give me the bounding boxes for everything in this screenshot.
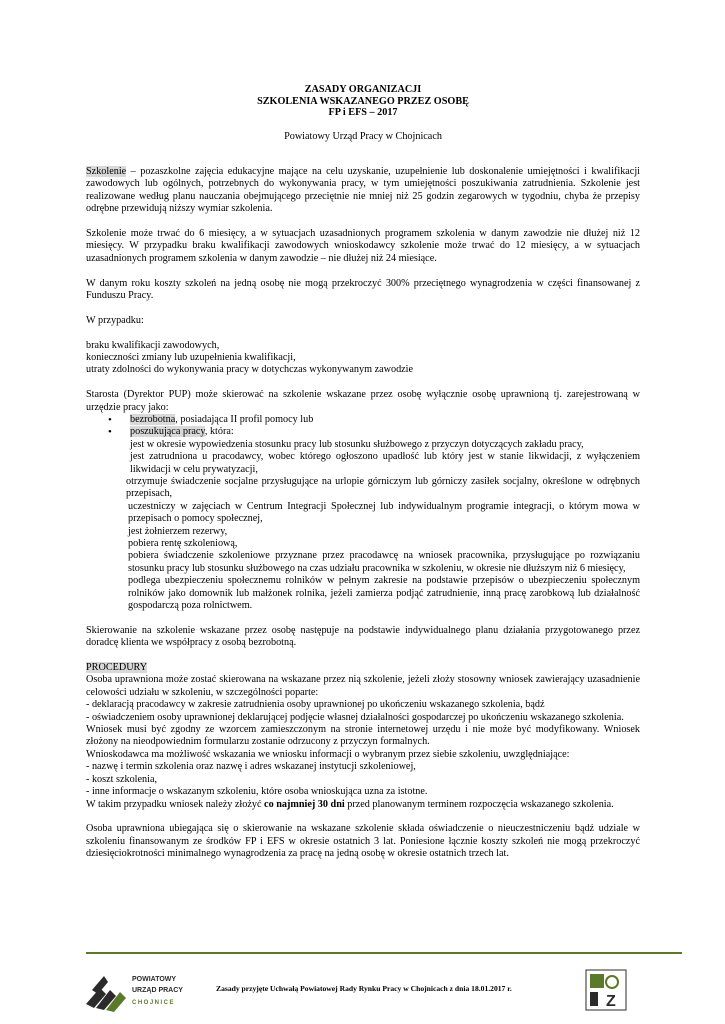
case-item: konieczności zmiany lub uzupełnienia kwalifikacji, bbox=[86, 351, 296, 363]
procedures-section bbox=[86, 662, 640, 811]
eligibility-list bbox=[86, 414, 640, 439]
intro-term: Szkolenie bbox=[86, 165, 127, 177]
condition-item: otrzymuje świadczenie socjalne przysługujące na urlopie górniczym lub górniczy zasiłek socjalny, określone w odrębnych przepisach, bbox=[126, 475, 640, 500]
document-body bbox=[86, 84, 640, 873]
condition-item: podlega ubezpieczeniu społecznemu rolników w pełnym zakresie na podstawie przepisów o ubezpieczeniu społecznym rolników jako domownik lub małżonek rolnika, jeżeli zamierza podjąć zatrudnienie, inną pracę zarobkową lub działalność gospodarczą poza rolnictwem. bbox=[128, 575, 640, 612]
procedures-line: - koszt szkolenia, bbox=[86, 773, 158, 785]
deadline-emphasis: co najmniej 30 dni bbox=[264, 798, 345, 810]
case-list bbox=[86, 340, 640, 377]
case-heading: W przypadku: bbox=[86, 314, 144, 326]
costs-paragraph: W danym roku koszty szkoleń na jedną osobę nie mogą przekroczyć 300% przeciętnego wynagrodzenia w części finansowanej z Funduszu Pracy. bbox=[86, 277, 640, 301]
unemployed-rest: , posiadająca II profil pomocy lub bbox=[175, 413, 314, 425]
condition-item: jest zatrudniona u pracodawcy, wobec którego ogłoszono upadłość lub który jest w stanie likwidacji, z wyłączeniem likwidacji w celu prywatyzacji, bbox=[130, 451, 640, 475]
condition-item: uczestniczy w zajęciach w Centrum Integracji Społecznej lub indywidualnym programie integracji, o którym mowa w przepisach o pomocy społecznej, bbox=[128, 500, 640, 525]
document-title bbox=[86, 84, 640, 119]
condition-item: pobiera świadczenie szkoleniowe przyznane przez pracodawcę na wniosek pracownika, przysługujące po rozwiązaniu stosunku pracy lub stosunku służbowego na czas udziału pracownika w szkoleniu, w okresie nie dłuższym niż 6 miesięcy, bbox=[128, 550, 640, 574]
jobseeker-term: poszukująca pracy bbox=[130, 426, 205, 438]
condition-item: pobiera rentę szkoleniową, bbox=[128, 538, 238, 550]
footer-divider bbox=[86, 952, 682, 954]
case-item: braku kwalifikacji zawodowych, bbox=[86, 339, 220, 351]
condition-item: jest żołnierzem rezerwy, bbox=[128, 525, 228, 537]
logo-text-line-3: CHOJNICE bbox=[132, 1000, 176, 1006]
council-logo-letter: Z bbox=[606, 993, 616, 1010]
procedures-line: - oświadczeniem osoby uprawnionej deklarującej podjęcie własnej działalności gospodarczej po ukończeniu wskazanego szkolenia. bbox=[86, 711, 624, 723]
pup-chojnice-logo bbox=[86, 968, 210, 1012]
office-name: Powiatowy Urząd Pracy w Chojnicach bbox=[284, 130, 442, 142]
jobseeker-conditions bbox=[86, 439, 640, 613]
procedures-line: Wniosek musi być zgodny ze wzorcem zamieszczonym na stronie internetowej urzędu i nie może być modyfikowany. Wniosek złożony na nieodpowiednim formularzu zostanie odrzucony z przyczyn formalnych. bbox=[86, 724, 640, 748]
procedures-line: Osoba uprawniona może zostać skierowana na wskazane przez nią szkolenie, jeżeli złoży stosowny wniosek zawierający uzasadnienie celowości udziału w szkoleniu, w szczególności poparte: bbox=[86, 674, 640, 698]
procedures-line: - inne informacje o wskazanym szkoleniu, które osoba wnioskująca uzna za istotne. bbox=[86, 786, 428, 798]
footer-note: Zasady przyjęte Uchwałą Powiatowej Rady Rynku Pracy w Chojnicach z dnia 18.01.2017 r. bbox=[216, 984, 512, 993]
intro-text: – pozaszkolne zajęcia edukacyjne mające na celu uzyskanie, uzupełnienie lub doskonalenie umiejętności i kwalifikacji zawodowych lub ogólnych, potrzebnych do wykonywania pracy, w tym umiejętności poszukiwania zatrudnienia. Szkolenie jest realizowane według planu nauczania obejmującego przeciętnie nie mniej niż 25 godzin zegarowych w tygodniu, chyba że przepisy odrębne przewidują niższy wymiar szkolenia. bbox=[86, 165, 640, 215]
case-item: utraty zdolności do wykonywania pracy w dotychczas wykonywanym zawodzie bbox=[86, 364, 414, 376]
procedures-line: - deklaracją pracodawcy w zakresie zatrudnienia osoby uprawnionej po ukończeniu wskazanego szkolenia, bądź bbox=[86, 699, 545, 711]
title-line-1: ZASADY ORGANIZACJI bbox=[304, 84, 422, 95]
starosta-paragraph: Starosta (Dyrektor PUP) może skierować na szkolenie wskazane przez osobę wyłącznie osobę uprawnioną tj. zarejestrowaną w urzędzie pracy jako: bbox=[86, 389, 640, 413]
council-logo bbox=[582, 968, 630, 1012]
procedures-line: - nazwę i termin szkolenia oraz nazwę i adres wskazanej instytucji szkoleniowej, bbox=[86, 761, 416, 773]
logo-mark-icon bbox=[86, 976, 126, 1012]
procedures-deadline: W takim przypadku wniosek należy złożyć co najmniej 30 dni przed planowanym terminem rozpoczęcia wskazanego szkolenia. bbox=[86, 798, 614, 810]
referral-paragraph: Skierowanie na szkolenie wskazane przez osobę następuje na podstawie indywidualnego planu działania przygotowanego przez doradcę klienta we współpracy z osobą bezrobotną. bbox=[86, 624, 640, 649]
eligibility-item-jobseeker bbox=[86, 426, 640, 438]
jobseeker-rest: , która: bbox=[204, 426, 234, 438]
intro-paragraph bbox=[86, 166, 640, 216]
duration-paragraph: Szkolenie może trwać do 6 miesięcy, a w sytuacjach uzasadnionych programem szkolenia w danym zawodzie nie dłużej niż 12 miesięcy. W przypadku braku kwalifikacji zawodowych wnioskodawcy szkolenie może trwać do 12 miesięcy, a w sytuacjach uzasadnionych programem szkolenia w danym zawodzie – nie dłużej niż 24 miesiące. bbox=[86, 227, 640, 264]
logo-text-line-2: URZĄD PRACY bbox=[132, 987, 183, 994]
logo-text-line-1: POWIATOWY bbox=[132, 976, 177, 983]
procedures-line: Wnioskodawca ma możliwość wskazania we wniosku informacji o wybranym przez siebie szkoleniu, uwzględniające: bbox=[86, 748, 570, 760]
condition-item: jest w okresie wypowiedzenia stosunku pracy lub stosunku służbowego z przyczyn dotyczących zakładu pracy, bbox=[130, 438, 584, 450]
procedures-heading: PROCEDURY bbox=[86, 662, 148, 674]
eligibility-item-unemployed bbox=[86, 414, 640, 426]
title-line-3: FP i EFS – 2017 bbox=[328, 107, 398, 118]
unemployed-term: bezrobotna bbox=[130, 413, 176, 425]
title-line-2: SZKOLENIA WSKAZANEGO PRZEZ OSOBĘ bbox=[257, 95, 469, 107]
final-paragraph: Osoba uprawniona ubiegająca się o skierowanie na wskazane szkolenie składa oświadczenie o nieuczestniczeniu bądź udziale w szkoleniu finansowanym ze środków FP i EFS w okresie ostatnich 3 lat. Poniesione łącznie koszty szkoleń nie mogą przekroczyć dziesięciokrotności minimalnego wynagrodzenia za pracę na jedną osobę w okresie ostatnich trzech lat. bbox=[86, 823, 640, 860]
